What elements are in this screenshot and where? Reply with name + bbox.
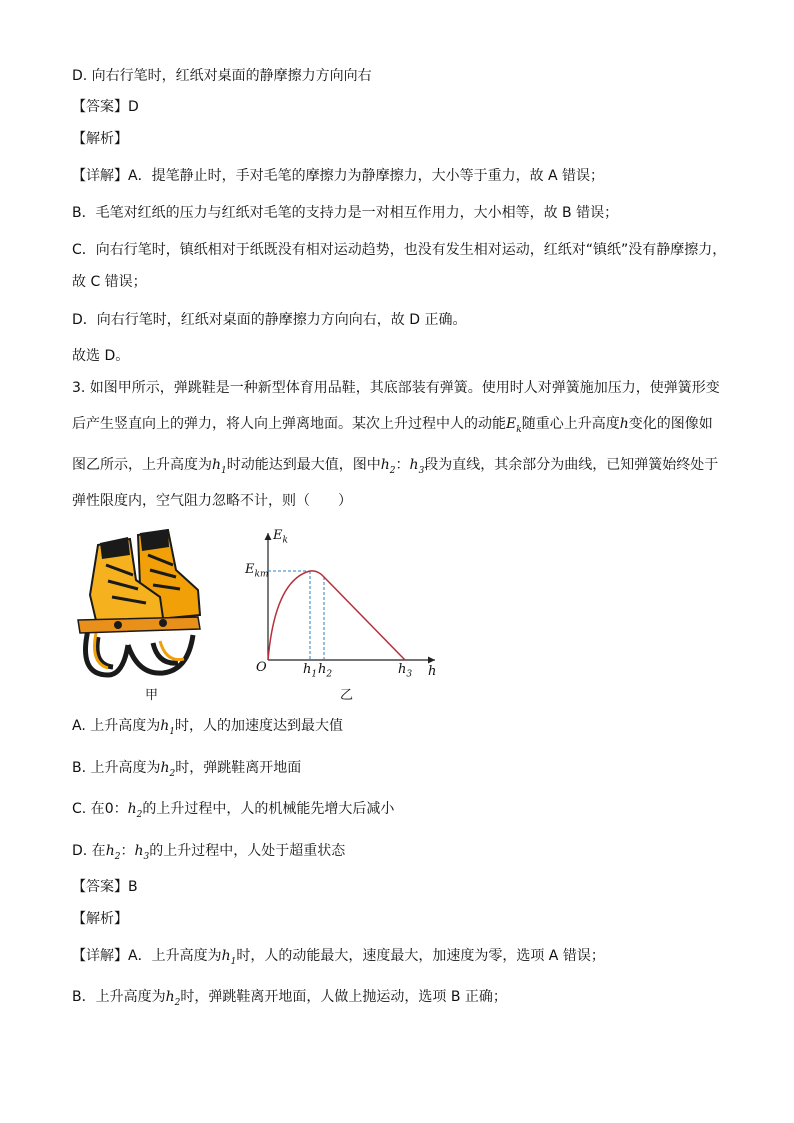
analysis-3-heading: 【解析】 (72, 911, 128, 927)
question-3-line-2 (72, 414, 713, 440)
h1-symbol: $h_1$ (212, 457, 227, 476)
q-text: 后产生竖直向上的弹力，将人向上弹离地面。某次上升过程中人的动能 (72, 416, 506, 432)
tick-h2: $h_2$ (318, 662, 333, 680)
q-text: 时动能达到最大值，图中 (226, 457, 381, 473)
option-c: C. 在0：$h_2$的上升过程中，人的机械能先增大后减小 (72, 801, 395, 820)
colon: ： (395, 457, 410, 473)
q-text: 变化的图像如 (628, 416, 713, 432)
option-d-previous: D. 向右行笔时，红纸对桌面的静摩擦力方向向右 (72, 68, 372, 84)
caption-jia: 甲 (145, 688, 159, 703)
detail-3-b: B．上升高度为$h_2$时，弹跳鞋离开地面，人做上抛运动，选项 B 正确； (72, 989, 507, 1008)
option-a: A. 上升高度为$h_1$时，人的加速度达到最大值 (72, 718, 343, 737)
h-symbol: h (619, 416, 629, 432)
tick-h1: $h_1$ (303, 662, 318, 680)
answer-value: D (128, 99, 139, 115)
detail-1-c: C．向右行笔时，镇纸相对于纸既没有相对运动趋势，也没有发生相对运动，红纸对“镇纸”没有静摩擦力， (72, 242, 727, 258)
caption-yi: 乙 (340, 688, 354, 703)
question-3-line-1: 3. 如图甲所示，弹跳鞋是一种新型体育用品鞋，其底部装有弹簧。使用时人对弹簧施加压力，使弹簧形变 (72, 380, 720, 396)
conclusion-1: 故选 D。 (72, 348, 130, 364)
jumping-shoes-image (68, 525, 218, 680)
axis-h-label: h (428, 664, 437, 679)
answer-tag: 【答案】 (72, 99, 128, 115)
detail-1-d: D．向右行笔时，红纸对桌面的静摩擦力方向向右，故 D 正确。 (72, 312, 467, 328)
detail-1-c-cont: 故 C 错误； (72, 274, 147, 290)
ek-h-graph (240, 525, 450, 705)
tick-h3: $h_3$ (398, 662, 413, 680)
ekm-label: $E_{km}$ (245, 562, 269, 580)
h2-symbol: $h_2$ (380, 457, 396, 476)
q-text: 图乙所示，上升高度为 (72, 457, 212, 473)
h3-symbol: $h_3$ (409, 457, 425, 476)
q-text: 随重心上升高度 (521, 416, 620, 432)
analysis-1-heading: 【解析】 (72, 131, 128, 147)
detail-1-a: 【详解】A．提笔静止时，手对毛笔的摩擦力为静摩擦力，大小等于重力，故 A 错误； (72, 168, 605, 184)
question-3-line-4: 弹性限度内，空气阻力忽略不计，则（ ） (72, 493, 352, 509)
question-3-line-3 (72, 455, 718, 481)
detail-3-a: 【详解】A．上升高度为$h_1$时，人的动能最大，速度最大，加速度为零，选项 A 错误； (72, 948, 605, 967)
q-text: 段为直线，其余部分为曲线，已知弹簧始终处于 (424, 457, 719, 473)
option-d: D. 在$h_2$：$h_3$的上升过程中，人处于超重状态 (72, 843, 346, 862)
answer-1 (72, 97, 139, 117)
answer-3: 【答案】B (72, 879, 138, 895)
ek-symbol: $E_k$ (506, 416, 522, 435)
axis-ek-label: $E_k$ (273, 528, 288, 546)
detail-1-b: B．毛笔对红纸的压力与红纸对毛笔的支持力是一对相互作用力，大小相等，故 B 错误； (72, 205, 619, 221)
origin-label: O (256, 660, 267, 675)
ek-curve (268, 571, 405, 660)
option-b: B. 上升高度为$h_2$时，弹跳鞋离开地面 (72, 760, 302, 779)
